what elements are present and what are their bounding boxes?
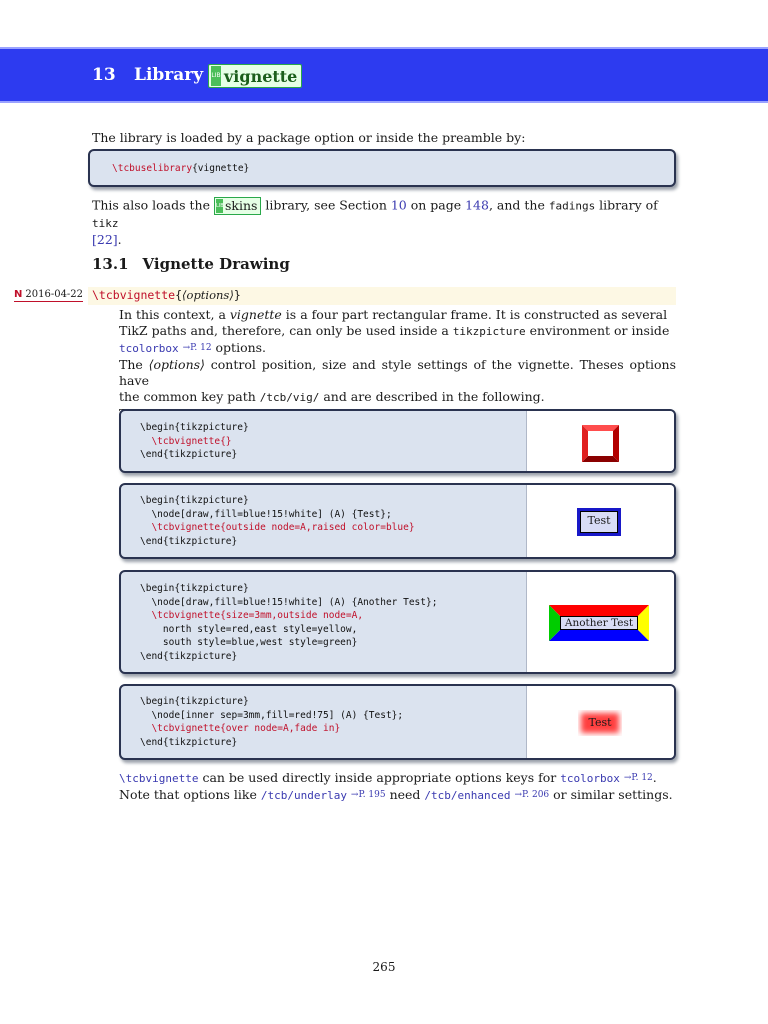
loads-and: , and the	[488, 197, 549, 213]
desc-l4-opt: ⟨options⟩	[148, 357, 205, 372]
node-fade-test-label: Test	[578, 710, 622, 736]
desc-l2-code: tikzpicture	[452, 325, 526, 338]
example-box-3	[119, 570, 676, 674]
usage-code-box	[88, 149, 676, 187]
code-line: \begin{tikzpicture}	[140, 583, 249, 594]
example-output	[526, 411, 674, 471]
code-line: \tcbvignette{outside node=A,raised color=blue}	[140, 522, 415, 533]
chapter-title: Library	[134, 65, 204, 85]
code-line: north style=red,east style=yellow,	[140, 623, 358, 635]
code-argument: {vignette}	[192, 163, 250, 174]
node-test-label: Test	[580, 511, 618, 533]
desc-l3-post: options.	[211, 340, 267, 355]
desc-l4-pre: The	[119, 357, 149, 372]
desc-l5-post: and are described in the following.	[319, 389, 545, 404]
page-link[interactable]: 148	[465, 197, 489, 213]
tcbvignette-link[interactable]: \tcbvignette	[119, 772, 199, 785]
tcolorbox-link[interactable]: tcolorbox	[119, 342, 179, 355]
code-line: \end{tikzpicture}	[140, 736, 238, 748]
code-line: \begin{tikzpicture}	[140, 495, 249, 506]
page-ref[interactable]: →P. 206	[514, 790, 550, 800]
intro-text: The library is loaded by a package option or inside the preamble by:	[92, 130, 526, 145]
library-name: vignette	[224, 66, 298, 86]
code-line: \tcbvignette{over node=A,fade in}	[140, 723, 341, 734]
chapter-header	[0, 47, 768, 103]
chapter-number: 13	[92, 65, 116, 85]
code-line: south style=blue,west style=green}	[140, 637, 358, 648]
command-signature	[88, 287, 676, 305]
loads-mid: library, see Section	[261, 197, 391, 213]
example-box-1	[119, 409, 676, 473]
desc-l1-post: is a four part rectangular frame. It is constructed as several	[281, 307, 668, 322]
underlay-key-link[interactable]: /tcb/underlay	[260, 789, 347, 802]
signature-close-brace: }	[233, 288, 241, 302]
closing-c1-mid: can be used directly inside appropriate options keys for	[198, 770, 561, 785]
page-number: 265	[372, 960, 396, 974]
loads-lib-of: library of	[595, 197, 658, 213]
example-output	[526, 686, 674, 758]
library-tag[interactable]	[208, 64, 302, 88]
signature-open-brace: {	[175, 288, 183, 302]
tcolorbox-link[interactable]: tcolorbox	[560, 772, 620, 785]
loads-text	[92, 197, 676, 248]
example-code	[140, 421, 249, 462]
code-line: \end{tikzpicture}	[140, 650, 238, 662]
new-marker: N	[14, 289, 23, 300]
example-output	[526, 485, 674, 557]
example-code	[140, 695, 403, 749]
code-line: \begin{tikzpicture}	[140, 422, 249, 433]
desc-l1-pre: In this context, a	[119, 307, 230, 322]
code-command: \tcbuselibrary	[112, 163, 193, 174]
desc-l4-post: control position, size and style settings of the vignette. Theses options have	[119, 357, 676, 388]
citation-link[interactable]: [22]	[92, 232, 118, 247]
new-badge	[14, 289, 83, 302]
page-ref[interactable]: →P. 12	[623, 773, 653, 783]
section-title: Vignette Drawing	[142, 255, 290, 273]
code-line: \end{tikzpicture}	[140, 449, 238, 460]
description	[119, 307, 676, 423]
tikz-code: tikz	[92, 217, 119, 230]
signature-command: \tcbvignette	[92, 288, 176, 302]
closing-c2-pre: Note that options like	[119, 787, 261, 802]
section-number: 13.1	[92, 255, 129, 273]
section-heading	[92, 255, 290, 273]
loads-tail: .	[117, 232, 122, 247]
code-line: \tcbvignette{size=3mm,outside node=A,	[140, 610, 364, 621]
skins-label: skins	[224, 198, 258, 213]
closing-c2-mid: need	[385, 787, 425, 802]
desc-l2-post: environment or inside	[525, 323, 670, 338]
code-line: \node[inner sep=3mm,fill=red!75] (A) {Test};	[140, 709, 404, 721]
example-code	[140, 494, 415, 548]
section-link[interactable]: 10	[390, 197, 407, 213]
library-icon: LIB	[211, 66, 221, 86]
new-date: 2016-04-22	[25, 289, 84, 300]
example-box-2	[119, 483, 676, 559]
loads-onpage: on page	[406, 197, 466, 213]
node-another-test-label: Another Test	[560, 616, 638, 630]
closing-text	[119, 770, 676, 804]
desc-l5-code: /tcb/vig/	[259, 391, 320, 404]
example-box-4	[119, 684, 676, 760]
vignette-output-raised	[577, 508, 621, 536]
enhanced-key-link[interactable]: /tcb/enhanced	[424, 789, 511, 802]
page-ref[interactable]: →P. 12	[182, 343, 212, 353]
loads-pre: This also loads the	[92, 197, 214, 213]
code-line: \begin{tikzpicture}	[140, 696, 249, 707]
closing-c1-post: .	[652, 770, 657, 785]
code-line: \tcbvignette{}	[140, 435, 232, 447]
closing-c2-post: or similar settings.	[549, 787, 673, 802]
code-line: \node[draw,fill=blue!15!white] (A) {Test};	[140, 508, 392, 520]
example-code	[140, 582, 437, 663]
desc-l2-pre: TikZ paths and, therefore, can only be used inside a	[119, 323, 453, 338]
signature-arg: ⟨options⟩	[182, 288, 234, 302]
desc-l1-em: vignette	[229, 307, 282, 322]
page-ref[interactable]: →P. 195	[350, 790, 386, 800]
example-output	[526, 572, 674, 672]
code-line: \node[draw,fill=blue!15!white] (A) {Another Test};	[140, 596, 438, 608]
vignette-output-square	[527, 411, 674, 471]
fadings-code: fadings	[548, 199, 596, 213]
skins-library-tag[interactable]	[214, 197, 261, 215]
library-icon: LIB	[216, 199, 223, 213]
code-line: \end{tikzpicture}	[140, 535, 238, 547]
desc-l5-pre: the common key path	[119, 389, 260, 404]
